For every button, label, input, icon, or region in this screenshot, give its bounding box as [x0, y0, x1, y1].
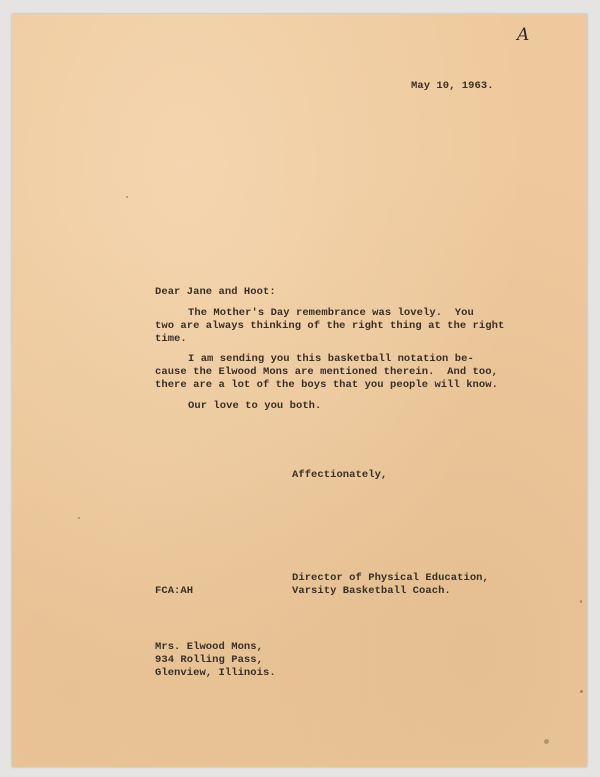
letter-date: May 10, 1963. — [411, 80, 494, 92]
closing: Affectionately, — [292, 469, 388, 481]
paragraph-1-line-2: two are always thinking of the right thing at the right — [155, 320, 505, 332]
paper-speck — [580, 600, 582, 603]
paragraph-1-line-1: The Mother's Day remembrance was lovely. You — [188, 307, 474, 319]
reference-initials: FCA:AH — [155, 585, 194, 597]
signature-title-line-2: Varsity Basketball Coach. — [292, 585, 451, 597]
paragraph-1-line-3: time. — [155, 333, 187, 345]
paper-speck — [580, 690, 583, 693]
recipient-name: Mrs. Elwood Mons, — [155, 641, 263, 653]
paper-speck — [78, 517, 80, 519]
recipient-street: 934 Rolling Pass, — [155, 654, 263, 666]
paragraph-3: Our love to you both. — [188, 400, 322, 412]
paper-speck — [544, 739, 549, 744]
paragraph-2-line-2: cause the Elwood Mons are mentioned therein. And too, — [155, 366, 498, 378]
recipient-city: Glenview, Illinois. — [155, 667, 276, 679]
paragraph-2-line-3: there are a lot of the boys that you people will know. — [155, 379, 498, 391]
archive-mark: A — [517, 25, 530, 45]
signature-title-line-1: Director of Physical Education, — [292, 572, 489, 584]
salutation: Dear Jane and Hoot: — [155, 286, 276, 298]
paragraph-2-line-1: I am sending you this basketball notation be- — [188, 353, 474, 365]
paper-speck — [126, 196, 128, 198]
